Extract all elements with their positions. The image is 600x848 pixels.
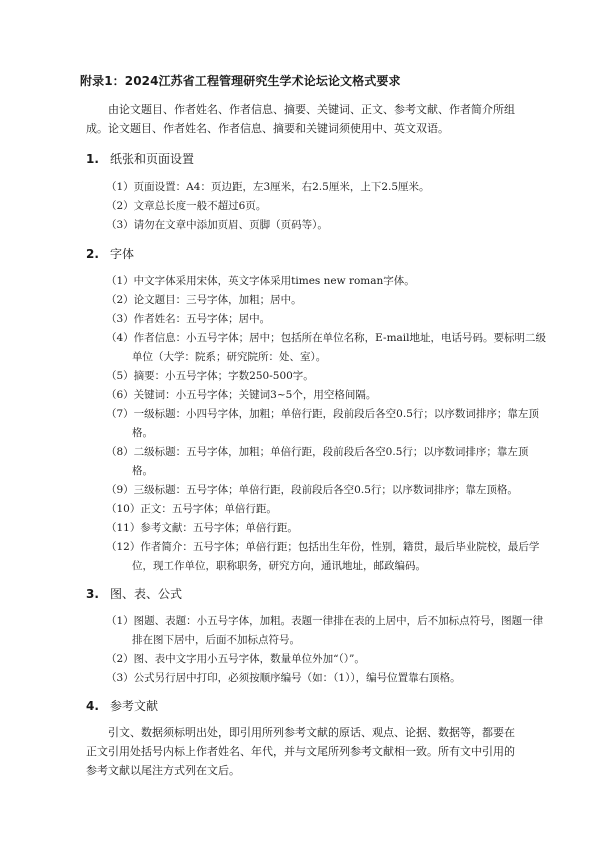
intro-paragraph: 由论文题目、作者姓名、作者信息、摘要、关键词、正文、参考文献、作者简介所组成。论文题目、作者姓名、作者信息、摘要和关键词须使用中、英文双语。 — [86, 103, 515, 135]
section-heading-references — [86, 697, 158, 714]
section-title: 参考文献 — [110, 699, 159, 713]
list-item: （1）图题、表题：小五号字体，加粗。表题一律排在表的上居中，后不加标点符号，图题一律排在图下居中，后面不加标点符号。 — [106, 615, 544, 646]
list-item: （12）作者简介：五号字体；单倍行距；包括出生年份，性别，籍贯，最后毕业院校，最后学位，现工作单位，职称职务，研究方向，通讯地址，邮政编码。 — [106, 541, 540, 572]
section-title: 字体 — [110, 247, 135, 261]
list-item: （3）请勿在文章中添加页眉、页脚（页码等）。 — [106, 219, 328, 231]
list-item: （11）参考文献：五号字体；单倍行距。 — [106, 522, 298, 534]
section-heading-paper-setup — [86, 150, 194, 167]
section-title: 图、表、公式 — [110, 587, 183, 601]
list-item: （6）关键词：小五号字体；关键词3~5个，用空格间隔。 — [106, 389, 377, 401]
list-item: （3）公式另行居中打印，必须按顺序编号（如：（1）），编号位置靠右顶格。 — [106, 672, 461, 684]
list-item: （1）中文字体采用宋体，英文字体采用times new roman字体。 — [106, 275, 415, 287]
section-number: 3. — [86, 587, 99, 601]
section-number: 1. — [86, 152, 99, 166]
list-item: （8）二级标题：五号字体，加粗；单倍行距，段前段后各空0.5行；以序数词排序；靠左顶格。 — [106, 446, 529, 477]
section-number: 2. — [86, 247, 99, 261]
section-heading-fonts — [86, 245, 134, 262]
list-item: （4）作者信息：小五号字体；居中；包括所在单位名称，E-mail地址，电话号码。要标明二级单位（大学：院系；研究院所：处、室）。 — [106, 332, 547, 363]
list-item: （10）正文：五号字体；单倍行距。 — [106, 503, 277, 515]
section-number: 4. — [86, 699, 99, 713]
list-item: （3）作者姓名：五号字体；居中。 — [106, 313, 271, 325]
list-item: （5）摘要：小五号字体；字数250-500字。 — [106, 370, 314, 382]
list-item: （2）论文题目：三号字体，加粗；居中。 — [106, 294, 302, 306]
document-title: 附录1：2024江苏省工程管理研究生学术论坛论文格式要求 — [80, 74, 401, 88]
list-item: （2）图、表中文字用小五号字体，数量单位外加“（）”。 — [106, 653, 365, 665]
list-item: （2）文章总长度一般不超过6页。 — [106, 200, 267, 212]
list-item: （7）一级标题：小四号字体，加粗；单倍行距，段前段后各空0.5行；以序数词排序；靠左顶格。 — [106, 408, 539, 439]
references-paragraph: 引文、数据须标明出处，即引用所列参考文献的原话、观点、论据、数据等，都要在正文引用处括号内标上作者姓名、年代，并与文尾所列参考文献相一致。所有文中引用的参考文献以尾注方式列在文后。 — [86, 726, 515, 777]
section-title: 纸张和页面设置 — [110, 152, 195, 166]
list-item: （9）三级标题：五号字体；单倍行距，段前段后各空0.5行；以序数词排序；靠左顶格。 — [106, 484, 518, 496]
section-heading-figures-tables — [86, 585, 182, 602]
list-item: （1）页面设置：A4：页边距，左3厘米，右2.5厘米，上下2.5厘米。 — [106, 181, 430, 193]
